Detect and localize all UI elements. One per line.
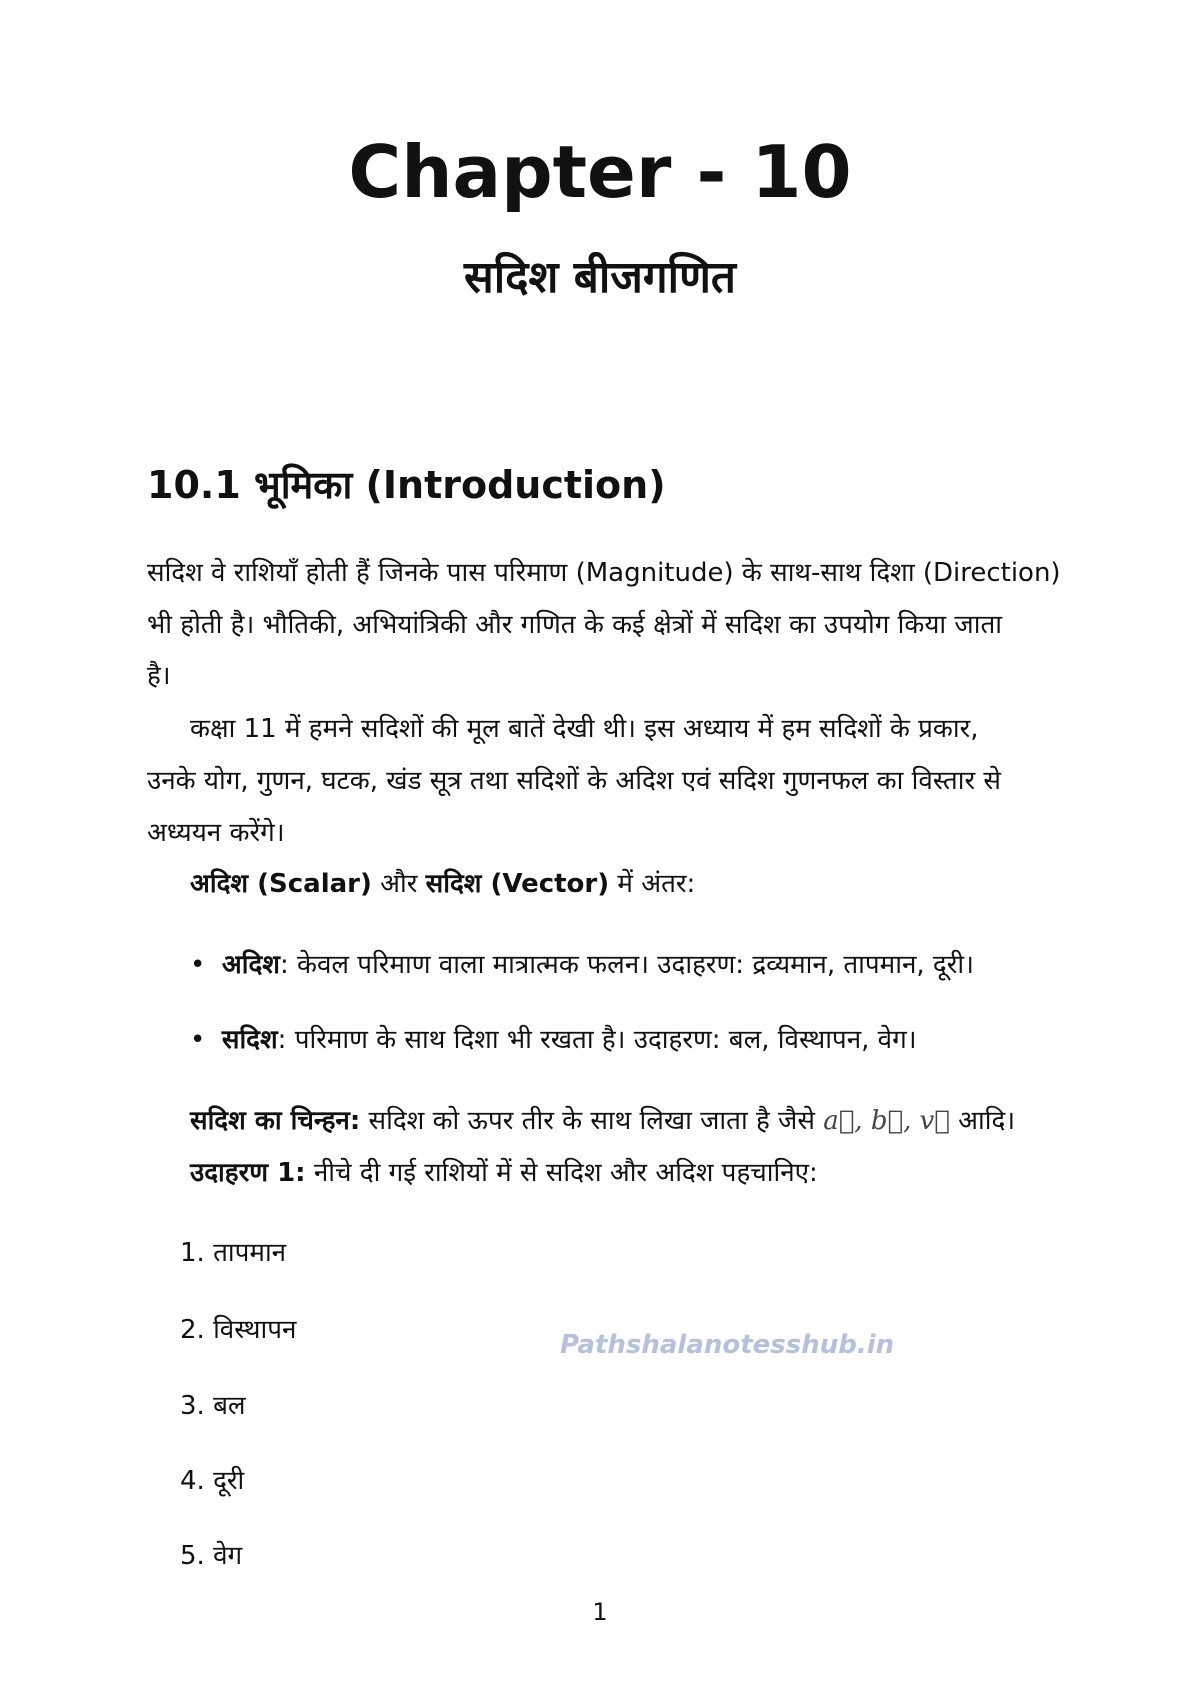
paragraph-line: है।: [147, 661, 171, 691]
paragraph-line: सदिश वे राशियाँ होती हैं जिनके पास परिमाण (Magnitude) के साथ-साथ दिशा (Direction): [147, 558, 1061, 588]
example-text: नीचे दी गई राशियों में से सदिश और अदिश पहचानिए:: [305, 1158, 818, 1188]
notation-label: सदिश का चिन्हन:: [190, 1106, 361, 1136]
paragraph-line: उनके योग, गुणन, घटक, खंड सूत्र तथा सदिशों के अदिश एवं सदिश गुणनफल का विस्तार से: [147, 766, 1001, 796]
and-text: और: [371, 869, 426, 899]
paragraph-line: कक्षा 11 में हमने सदिशों की मूल बातें देखी थी। इस अध्याय में हम सदिशों के प्रकार,: [190, 714, 979, 744]
difference-heading: [190, 864, 695, 900]
bullet-text: : परिमाण के साथ दिशा भी रखता है। उदाहरण: बल, विस्थापन, वेग।: [277, 1025, 917, 1055]
bullet-term: अदिश: [221, 950, 280, 980]
section-heading: 10.1 भूमिका (Introduction): [147, 463, 666, 507]
chapter-title: Chapter - 10: [348, 130, 852, 214]
list-item: 5. वेग: [180, 1541, 243, 1571]
page-number: 1: [592, 1598, 608, 1626]
paragraph-line: अध्ययन करेंगे।: [147, 818, 285, 848]
notation-end: आदि।: [949, 1106, 1016, 1136]
vector-symbols: a⃗, b⃗, v⃗: [823, 1106, 950, 1136]
difference-rest: में अंतर:: [609, 869, 696, 899]
list-item: 1. तापमान: [180, 1238, 287, 1268]
watermark: Pathshalanotesshub.in: [560, 1330, 895, 1360]
notation-text: सदिश को ऊपर तीर के साथ लिखा जाता है जैसे: [360, 1106, 824, 1136]
bullet-item: • अदिश: केवल परिमाण वाला मात्रात्मक फलन। उदाहरण: द्रव्यमान, तापमान, दूरी।: [190, 950, 974, 980]
paragraph-line: भी होती है। भौतिकी, अभियांत्रिकी और गणित के कई क्षेत्रों में सदिश का उपयोग किया जाता: [147, 610, 1003, 640]
list-item: 2. विस्थापन: [180, 1315, 297, 1345]
vector-term: सदिश (Vector): [425, 869, 610, 899]
list-item: 3. बल: [180, 1391, 246, 1421]
example-line: [190, 1153, 818, 1189]
chapter-subtitle: सदिश बीजगणित: [464, 252, 736, 303]
bullet-item: • सदिश: परिमाण के साथ दिशा भी रखता है। उदाहरण: बल, विस्थापन, वेग।: [190, 1025, 917, 1055]
scalar-term: अदिश (Scalar): [190, 869, 372, 899]
bullet-text: : केवल परिमाण वाला मात्रात्मक फलन। उदाहरण: द्रव्यमान, तापमान, दूरी।: [279, 950, 974, 980]
example-label: उदाहरण 1:: [190, 1158, 306, 1188]
list-item: 4. दूरी: [180, 1466, 245, 1496]
bullet-term: सदिश: [221, 1025, 278, 1055]
notation-line: [190, 1101, 1015, 1137]
